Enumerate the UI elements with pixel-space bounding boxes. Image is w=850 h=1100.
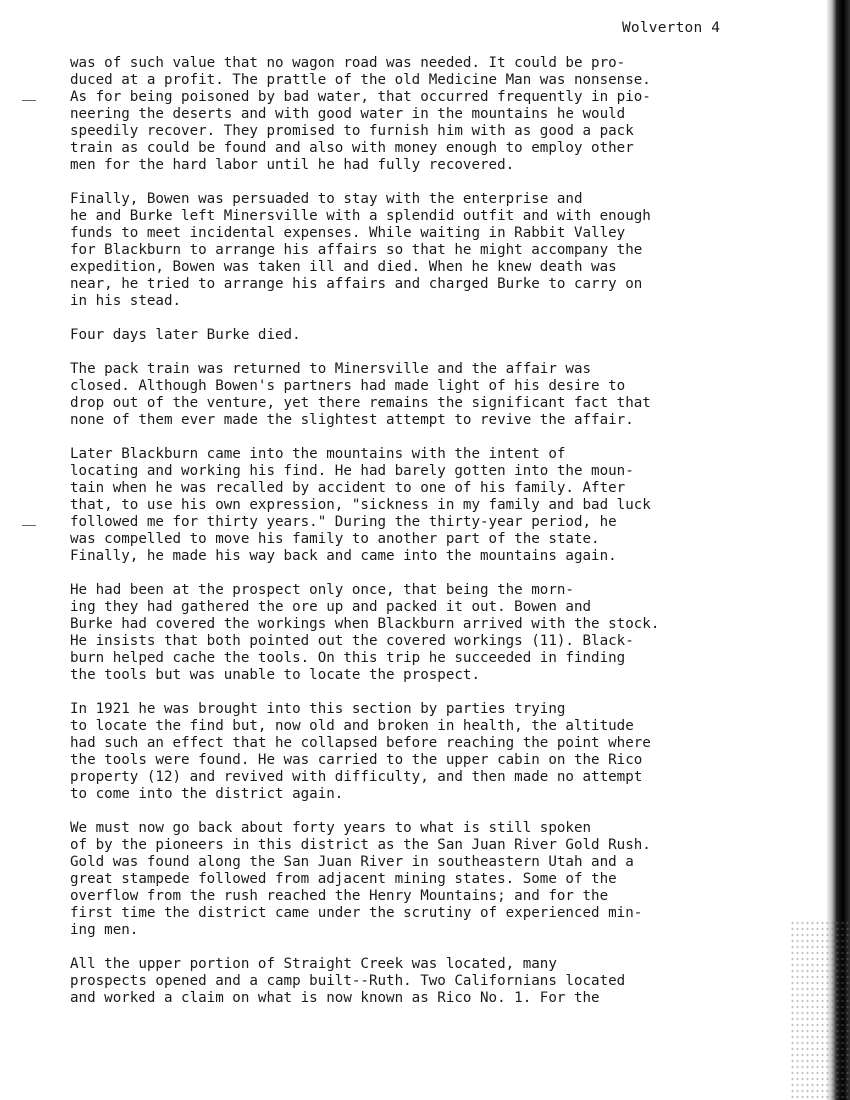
paragraph-6: He had been at the prospect only once, that being the morn- ing they had gathered the ore up and packed it out. Bowen and Burke had covered the workings when Blackburn arrived with the stock. He insists that both pointed out the covered workings (11). Black- burn helped cache the tools. On this trip he succeeded in finding the tools but was unable to locate the prospect. [70,582,660,683]
document-body [70,55,780,1024]
margin-mark [22,525,36,526]
margin-mark [22,100,36,101]
scan-noise [790,920,850,1100]
paragraph-1: was of such value that no wagon road was needed. It could be pro- duced at a profit. The prattle of the old Medicine Man was nonsense. As for being poisoned by bad water, that occurred frequently in pio- neering the deserts and with good water in the mountains he would speedily recover. They promised to furnish him with as good a pack train as could be found and also with money enough to employ other men for the hard labor until he had fully recovered. [70,55,651,173]
paragraph-7: In 1921 he was brought into this section by parties trying to locate the find but, now old and broken in health, the altitude had such an effect that he collapsed before reaching the point where the tools were found. He was carried to the upper cabin on the Rico property (12) and revived with difficulty, and then made no attempt to come into the district again. [70,701,651,802]
page-header: Wolverton 4 [622,20,721,36]
paragraph-4: The pack train was returned to Minersville and the affair was closed. Although Bowen's partners had made light of his desire to drop out of the venture, yet there remains the significant fact that none of them ever made the slightest attempt to revive the affair. [70,361,651,428]
paragraph-2: Finally, Bowen was persuaded to stay with the enterprise and he and Burke left Minersville with a splendid outfit and with enough funds to meet incidental expenses. While waiting in Rabbit Valley for Blackburn to arrange his affairs so that he might accompany the expedition, Bowen was taken ill and died. When he knew death was near, he tried to arrange his affairs and charged Burke to carry on in his stead. [70,191,651,309]
paragraph-5: Later Blackburn came into the mountains with the intent of locating and working his find. He had barely gotten into the moun- tain when he was recalled by accident to one of his family. After that, to use his own expression, "sickness in my family and bad luck followed me for thirty years." During the thirty-year period, he was compelled to move his family to another part of the state. Finally, he made his way back and came into the mountains again. [70,446,651,564]
paragraph-8: We must now go back about forty years to what is still spoken of by the pioneers in this district as the San Juan River Gold Rush. Gold was found along the San Juan River in southeastern Utah and a great stampede followed from adjacent mining states. Some of the overflow from the rush reached the Henry Mountains; and for the first time the district came under the scrutiny of experienced min- ing men. [70,820,651,938]
paragraph-9: All the upper portion of Straight Creek was located, many prospects opened and a camp built--Ruth. Two Californians located and worked a claim on what is now known as Rico No. 1. For the [70,956,626,1006]
paragraph-3: Four days later Burke died. [70,327,301,343]
